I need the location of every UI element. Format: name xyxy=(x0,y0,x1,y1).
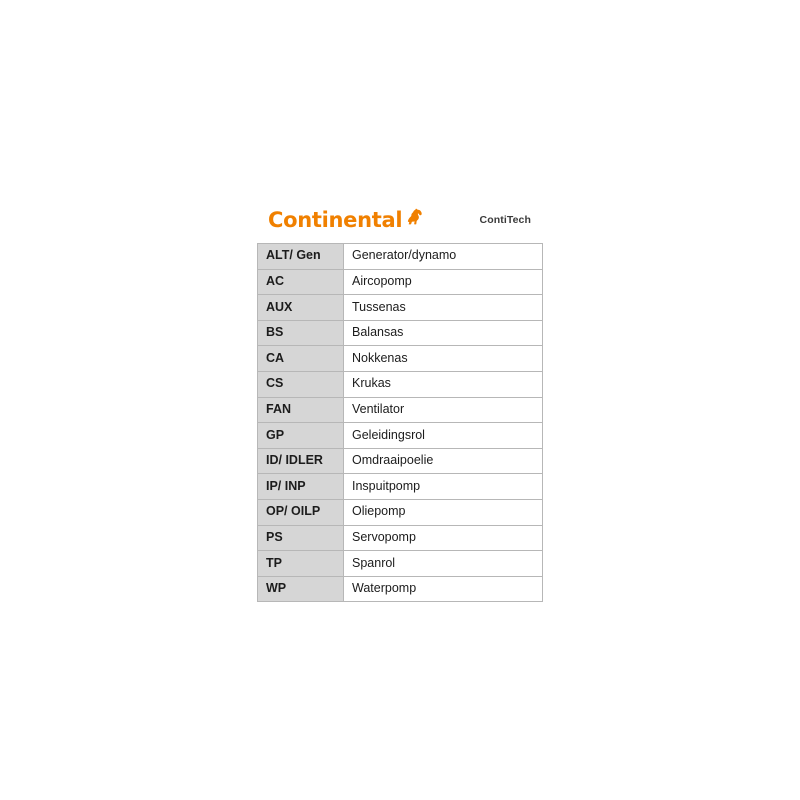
abbr-cell: CA xyxy=(258,346,344,372)
desc-cell: Spanrol xyxy=(344,551,543,577)
legend-card xyxy=(257,196,543,602)
desc-cell: Tussenas xyxy=(344,295,543,321)
table-row xyxy=(258,423,543,449)
abbr-cell: AC xyxy=(258,269,344,295)
abbr-cell: BS xyxy=(258,320,344,346)
abbr-cell: GP xyxy=(258,423,344,449)
table-row xyxy=(258,551,543,577)
abbreviation-legend-table xyxy=(257,243,543,602)
table-row xyxy=(258,371,543,397)
desc-cell: Ventilator xyxy=(344,397,543,423)
table-row xyxy=(258,397,543,423)
desc-cell: Aircopomp xyxy=(344,269,543,295)
table-row xyxy=(258,499,543,525)
brand-header xyxy=(257,196,543,243)
desc-cell: Waterpomp xyxy=(344,576,543,602)
abbr-cell: AUX xyxy=(258,295,344,321)
brand-wordmark: Continental xyxy=(268,208,403,232)
horse-icon xyxy=(404,206,426,228)
table-row xyxy=(258,244,543,270)
desc-cell: Geleidingsrol xyxy=(344,423,543,449)
abbr-cell: TP xyxy=(258,551,344,577)
table-row xyxy=(258,269,543,295)
table-row xyxy=(258,576,543,602)
abbr-cell: OP/ OILP xyxy=(258,499,344,525)
desc-cell: Omdraaipoelie xyxy=(344,448,543,474)
continental-logo xyxy=(268,209,426,231)
table-row xyxy=(258,295,543,321)
desc-cell: Servopomp xyxy=(344,525,543,551)
abbr-cell: PS xyxy=(258,525,344,551)
abbr-cell: WP xyxy=(258,576,344,602)
contitech-label: ContiTech xyxy=(479,213,531,226)
abbr-cell: CS xyxy=(258,371,344,397)
abbr-cell: FAN xyxy=(258,397,344,423)
table-row xyxy=(258,474,543,500)
desc-cell: Inspuitpomp xyxy=(344,474,543,500)
desc-cell: Generator/dynamo xyxy=(344,244,543,270)
table-row xyxy=(258,346,543,372)
table-row xyxy=(258,525,543,551)
desc-cell: Balansas xyxy=(344,320,543,346)
table-row xyxy=(258,448,543,474)
abbr-cell: ID/ IDLER xyxy=(258,448,344,474)
desc-cell: Krukas xyxy=(344,371,543,397)
desc-cell: Nokkenas xyxy=(344,346,543,372)
table-row xyxy=(258,320,543,346)
abbr-cell: ALT/ Gen xyxy=(258,244,344,270)
abbr-cell: IP/ INP xyxy=(258,474,344,500)
legend-table-body xyxy=(258,244,543,602)
desc-cell: Oliepomp xyxy=(344,499,543,525)
